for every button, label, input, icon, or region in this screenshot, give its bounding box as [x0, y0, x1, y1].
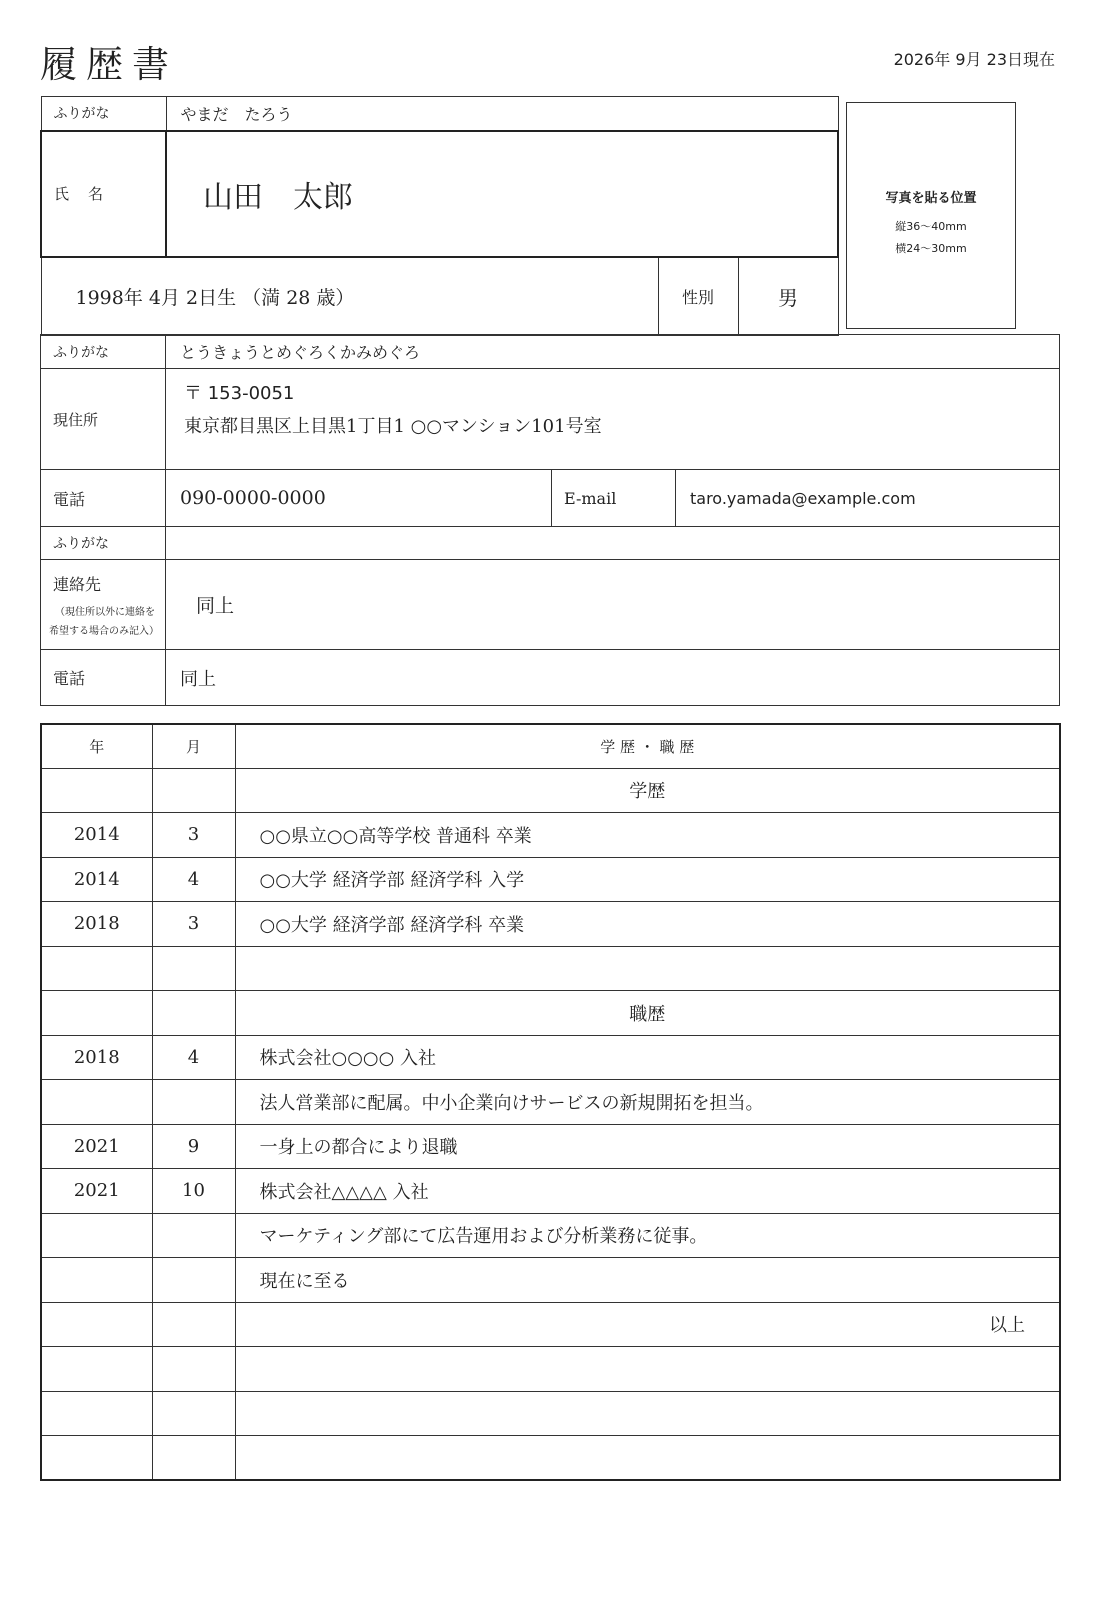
table-row — [41, 1391, 1060, 1436]
table-row — [41, 857, 1060, 902]
contact-furigana[interactable] — [166, 527, 1060, 560]
history-table — [40, 723, 1061, 1481]
history-content[interactable]: マーケティング部にて広告運用および分析業務に従事。 — [235, 1213, 1060, 1258]
history-content[interactable] — [235, 1347, 1060, 1392]
table-row — [41, 1035, 1060, 1080]
contact-note-1: （現住所以外に連絡を — [55, 607, 155, 618]
address-line: 東京都目黒区上目黒1丁目1 ○○マンション101号室 — [184, 416, 602, 437]
history-year[interactable] — [41, 1258, 152, 1303]
history-year[interactable] — [41, 1436, 152, 1481]
history-month[interactable]: 10 — [152, 1169, 235, 1214]
table-row — [41, 946, 1060, 991]
document-title: 履歴書 — [40, 43, 178, 86]
contact-label-cell — [41, 560, 166, 650]
history-content[interactable]: ○○大学 経済学部 経済学科 入学 — [235, 857, 1060, 902]
address-label: 現住所 — [41, 369, 166, 470]
history-content[interactable]: 以上 — [235, 1302, 1060, 1347]
history-year[interactable]: 2014 — [41, 813, 152, 858]
contact-note-2: 希望する場合のみ記入） — [49, 626, 159, 637]
email-label: E-mail — [552, 470, 676, 527]
history-month[interactable] — [152, 991, 235, 1036]
contact-phone-value[interactable]: 同上 — [166, 650, 1060, 706]
table-row — [41, 1258, 1060, 1303]
history-year[interactable]: 2018 — [41, 902, 152, 947]
history-year[interactable] — [41, 1213, 152, 1258]
history-content[interactable]: 法人営業部に配属。中小企業向けサービスの新規開拓を担当。 — [235, 1080, 1060, 1125]
contact-label: 連絡先 — [53, 575, 102, 594]
table-row — [41, 1302, 1060, 1347]
history-year[interactable] — [41, 768, 152, 813]
table-row — [41, 991, 1060, 1036]
history-content[interactable]: ○○県立○○高等学校 普通科 卒業 — [235, 813, 1060, 858]
history-month[interactable]: 9 — [152, 1124, 235, 1169]
history-header-month: 月 — [152, 724, 235, 768]
history-month[interactable] — [152, 768, 235, 813]
history-content[interactable]: 株式会社○○○○ 入社 — [235, 1035, 1060, 1080]
history-year[interactable]: 2021 — [41, 1124, 152, 1169]
history-year[interactable]: 2014 — [41, 857, 152, 902]
address-furigana-label: ふりがな — [41, 335, 166, 369]
history-year[interactable] — [41, 946, 152, 991]
history-year[interactable] — [41, 991, 152, 1036]
gender-value[interactable]: 男 — [738, 257, 838, 336]
table-row — [41, 1169, 1060, 1214]
table-row — [41, 768, 1060, 813]
furigana-label: ふりがな — [41, 97, 166, 131]
history-content[interactable]: 現在に至る — [235, 1258, 1060, 1303]
phone-value[interactable]: 090-0000-0000 — [166, 470, 552, 527]
history-header-content: 学 歴 ・ 職 歴 — [235, 724, 1060, 768]
profile-table — [40, 96, 839, 336]
history-month[interactable] — [152, 1436, 235, 1481]
photo-height-note: 縦36〜40mm — [895, 220, 967, 233]
table-row — [41, 1124, 1060, 1169]
history-month[interactable] — [152, 1302, 235, 1347]
history-month[interactable]: 4 — [152, 857, 235, 902]
gender-label: 性別 — [658, 257, 738, 336]
history-month[interactable] — [152, 1080, 235, 1125]
history-month[interactable] — [152, 1347, 235, 1392]
history-year[interactable]: 2018 — [41, 1035, 152, 1080]
table-row — [41, 902, 1060, 947]
email-value[interactable]: taro.yamada@example.com — [676, 470, 1060, 527]
photo-placeholder — [846, 102, 1016, 329]
history-year[interactable]: 2021 — [41, 1169, 152, 1214]
history-content[interactable]: 学歴 — [235, 768, 1060, 813]
history-content[interactable] — [235, 1436, 1060, 1481]
history-month[interactable]: 3 — [152, 902, 235, 947]
history-header-year: 年 — [41, 724, 152, 768]
document-date: 2026年 9月 23日現在 — [893, 50, 1055, 69]
table-row — [41, 1080, 1060, 1125]
history-content[interactable]: 株式会社△△△△ 入社 — [235, 1169, 1060, 1214]
table-row — [41, 1213, 1060, 1258]
history-year[interactable] — [41, 1347, 152, 1392]
address-furigana[interactable]: とうきょうとめぐろくかみめぐろ — [166, 335, 1060, 369]
name-furigana[interactable]: やまだ たろう — [166, 97, 838, 131]
history-content[interactable] — [235, 946, 1060, 991]
birth-date[interactable]: 1998年 4月 2日生 （満 28 歳） — [41, 257, 658, 336]
photo-title: 写真を貼る位置 — [885, 191, 977, 206]
history-month[interactable] — [152, 1391, 235, 1436]
contact-furigana-label: ふりがな — [41, 527, 166, 560]
history-content[interactable]: ○○大学 経済学部 経済学科 卒業 — [235, 902, 1060, 947]
phone-label: 電話 — [41, 470, 166, 527]
contact-phone-label: 電話 — [41, 650, 166, 706]
history-year[interactable] — [41, 1302, 152, 1347]
address-value[interactable] — [166, 369, 1060, 470]
contact-value[interactable]: 同上 — [166, 560, 1060, 650]
history-content[interactable]: 職歴 — [235, 991, 1060, 1036]
table-row — [41, 1436, 1060, 1481]
table-row — [41, 813, 1060, 858]
photo-width-note: 横24〜30mm — [895, 242, 967, 255]
history-month[interactable] — [152, 1258, 235, 1303]
name-label: 氏 名 — [41, 131, 166, 257]
table-row — [41, 1347, 1060, 1392]
history-month[interactable]: 4 — [152, 1035, 235, 1080]
history-year[interactable] — [41, 1080, 152, 1125]
history-year[interactable] — [41, 1391, 152, 1436]
history-month[interactable] — [152, 946, 235, 991]
history-content[interactable]: 一身上の都合により退職 — [235, 1124, 1060, 1169]
postal-code: 〒 153-0051 — [184, 383, 295, 404]
name-value[interactable]: 山田 太郎 — [166, 131, 838, 257]
address-table — [40, 334, 1060, 706]
history-content[interactable] — [235, 1391, 1060, 1436]
history-month[interactable] — [152, 1213, 235, 1258]
history-month[interactable]: 3 — [152, 813, 235, 858]
